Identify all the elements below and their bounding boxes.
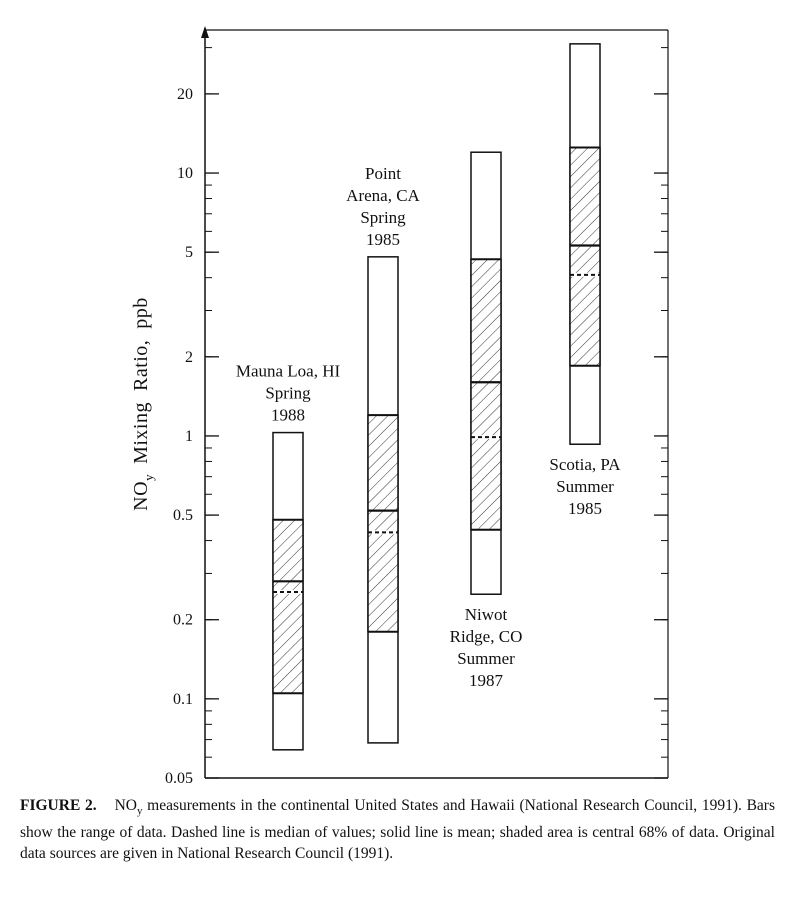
y-label-no: NO [130, 480, 152, 511]
y-tick-label: 5 [185, 244, 193, 262]
y-tick-label: 2 [185, 348, 193, 366]
station-label [346, 164, 420, 249]
caption-text-start: NO [114, 797, 137, 814]
caption-subscript: y [136, 805, 143, 818]
station-label-line: Scotia, PA [549, 455, 621, 475]
station-label-line: Ridge, CO [449, 627, 523, 647]
y-tick-label: 0.1 [173, 690, 193, 708]
station-label-line: 1987 [469, 671, 503, 691]
central-68-box [368, 415, 398, 632]
y-tick-label: 20 [177, 85, 193, 103]
y-tick-label: 0.05 [165, 770, 193, 787]
station-label-line: Summer [556, 477, 614, 497]
station-bar [273, 433, 303, 750]
central-68-box [570, 148, 600, 366]
y-tick-label: 1 [185, 427, 193, 445]
y-tick-label: 0.2 [173, 611, 193, 629]
y-axis-label-group [130, 297, 156, 511]
station-label-line: 1985 [568, 499, 602, 519]
station-bar [368, 257, 398, 743]
station-label-line: Summer [457, 649, 515, 669]
y-tick-label: 10 [177, 165, 193, 183]
station-label [549, 455, 621, 518]
station-bar [471, 152, 501, 594]
station-label-line: 1985 [366, 229, 400, 249]
y-axis-arrow [201, 26, 209, 38]
central-68-box [471, 259, 501, 529]
figure-caption [20, 795, 775, 864]
station-label-line: Niwot [464, 605, 508, 625]
y-axis-label [130, 297, 156, 511]
station-label [236, 362, 341, 425]
station-label-line: Spring [360, 207, 406, 227]
bars [273, 44, 600, 750]
y-tick-label: 0.5 [173, 507, 193, 525]
station-label-line: Arena, CA [346, 185, 420, 205]
station-bar [570, 44, 600, 444]
y-label-subscript: y [141, 473, 156, 481]
station-label-line: Point [365, 163, 401, 183]
station-label [450, 605, 523, 690]
central-68-box [273, 520, 303, 694]
y-label-rest: Mixing Ratio, ppb [130, 297, 152, 464]
caption-text-rest: measurements in the continental United States and Hawaii (National Research Council, 1991). Bars show the range of data. Dashed line is median of values; solid line is mean; shaded area is central 68% of data. Original data sources are given in National Research Council (1991). [20, 797, 775, 863]
station-label-line: Mauna Loa, HI [235, 361, 341, 381]
y-axis-label-text [130, 297, 156, 511]
station-label-line: Spring [265, 383, 311, 403]
caption-label: FIGURE 2. [20, 797, 97, 814]
station-label-line: 1988 [271, 405, 305, 425]
